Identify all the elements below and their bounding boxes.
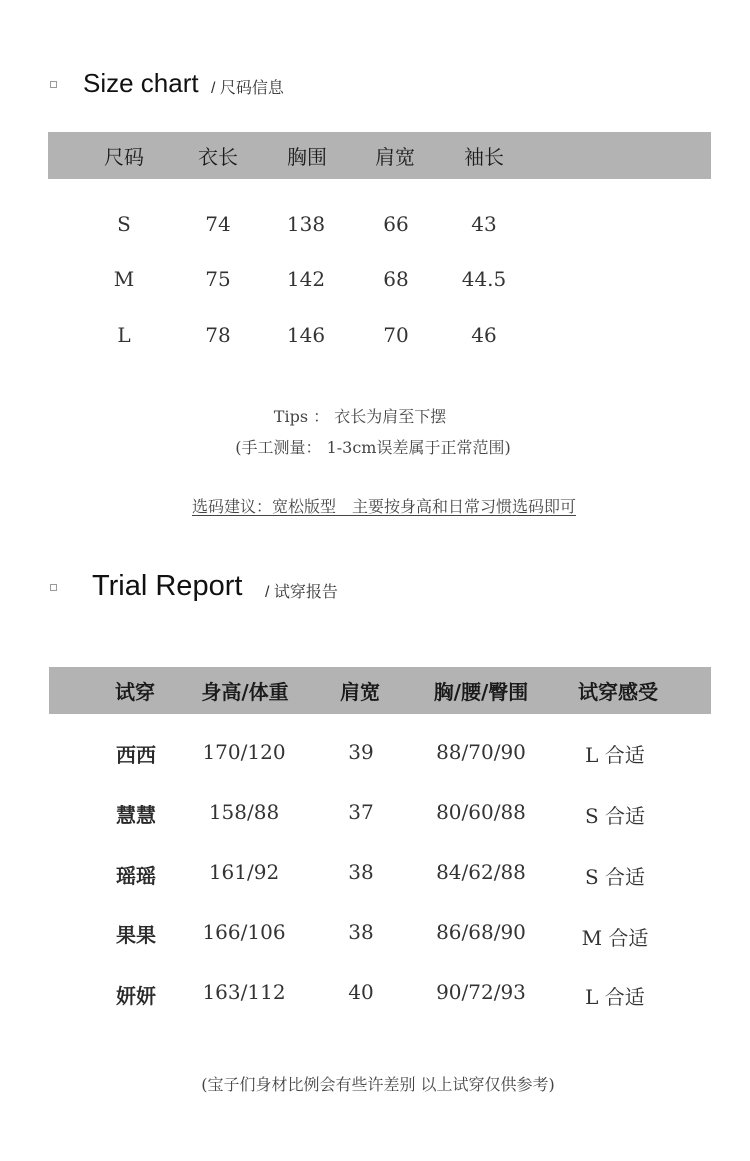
trial-header-shoulder: 肩宽 [340, 680, 380, 704]
tester-name: 慧慧 [116, 802, 156, 827]
shoulder-cell: 38 [348, 860, 374, 884]
height-weight-cell: 161/92 [208, 860, 280, 884]
measurements-cell: 80/60/88 [436, 800, 526, 824]
size-header-size: 尺码 [104, 145, 144, 169]
section-bullet-icon [50, 584, 57, 591]
trial-header-measurements: 胸/腰/臀围 [433, 680, 529, 704]
size-cell: M [113, 267, 135, 291]
height-weight-cell: 170/120 [202, 740, 286, 764]
trial-table-header [49, 667, 711, 714]
chest-cell: 138 [286, 212, 326, 236]
sleeve-cell: 43 [471, 212, 497, 236]
trial-header-feedback: 试穿感受 [578, 680, 658, 704]
measurements-cell: 90/72/93 [436, 980, 526, 1004]
height-weight-cell: 166/106 [202, 920, 286, 944]
tester-name: 瑶瑶 [116, 863, 156, 888]
section-bullet-icon [50, 81, 57, 88]
trial-header-tester: 试穿 [115, 680, 155, 704]
size-cell: L [117, 323, 131, 347]
size-chart-title: Size chart [83, 68, 199, 98]
size-header-sleeve: 袖长 [464, 145, 504, 169]
size-chart-subtitle: / 尺码信息 [211, 80, 284, 97]
size-header-shoulder: 肩宽 [375, 145, 415, 169]
feedback-cell: S 合适 [584, 803, 646, 828]
sleeve-cell: 44.5 [461, 267, 507, 291]
shoulder-cell: 68 [383, 267, 409, 291]
height-weight-cell: 163/112 [202, 980, 286, 1004]
measurements-cell: 86/68/90 [436, 920, 526, 944]
sleeve-cell: 46 [471, 323, 497, 347]
feedback-cell: M 合适 [581, 925, 649, 950]
length-cell: 74 [205, 212, 231, 236]
trial-footer-note: (宝子们身材比例会有些许差别 以上试穿仅供参考) [201, 1075, 555, 1094]
shoulder-cell: 66 [383, 212, 409, 236]
height-weight-cell: 158/88 [208, 800, 280, 824]
tips-text: Tips ： 衣长为肩至下摆 [273, 407, 447, 426]
chest-cell: 142 [286, 267, 326, 291]
measure-note: (手工测量： 1-3cm误差属于正常范围) [235, 438, 511, 457]
chest-cell: 146 [286, 323, 326, 347]
shoulder-cell: 37 [348, 800, 374, 824]
tester-name: 妍妍 [116, 983, 156, 1008]
size-advice: 选码建议：宽松版型 主要按身高和日常习惯选码即可 [191, 497, 576, 516]
feedback-cell: L 合适 [585, 742, 645, 767]
feedback-cell: S 合适 [584, 864, 646, 889]
shoulder-cell: 39 [348, 740, 374, 764]
trial-report-title: Trial Report [92, 570, 243, 602]
size-cell: S [117, 212, 131, 236]
size-header-length: 衣长 [198, 145, 238, 169]
length-cell: 75 [205, 267, 231, 291]
measurements-cell: 84/62/88 [436, 860, 526, 884]
shoulder-cell: 70 [383, 323, 409, 347]
trial-report-subtitle: / 试穿报告 [265, 584, 338, 601]
size-table-header [48, 132, 711, 179]
tester-name: 西西 [116, 742, 156, 767]
size-header-chest: 胸围 [287, 145, 327, 169]
feedback-cell: L 合适 [585, 984, 645, 1009]
shoulder-cell: 38 [348, 920, 374, 944]
trial-header-height-weight: 身高/体重 [201, 680, 289, 704]
shoulder-cell: 40 [348, 980, 374, 1004]
measurements-cell: 88/70/90 [436, 740, 526, 764]
length-cell: 78 [205, 323, 231, 347]
tester-name: 果果 [116, 922, 156, 947]
